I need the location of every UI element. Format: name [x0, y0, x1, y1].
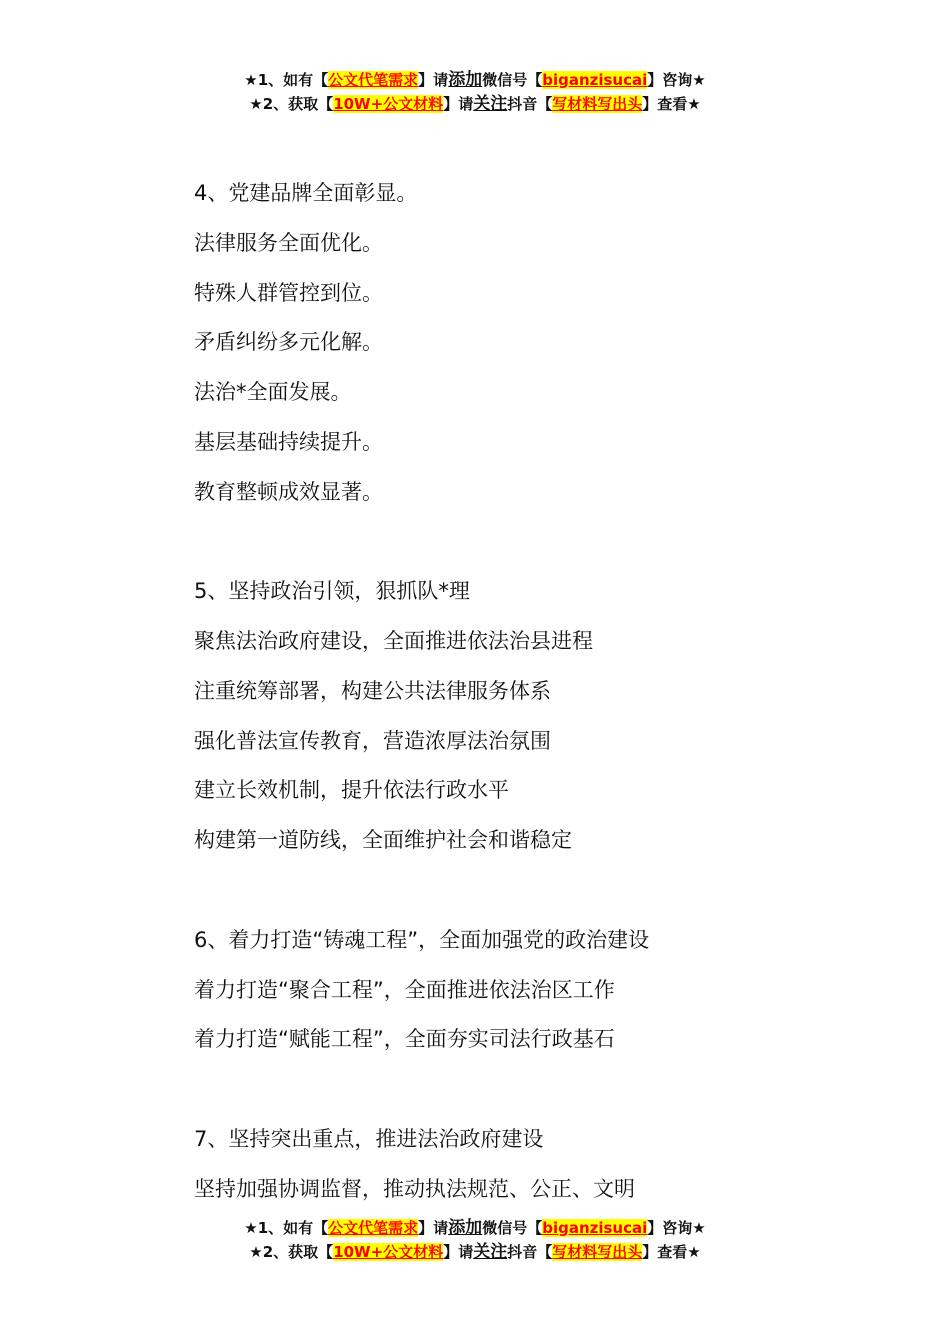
banner-text: ★2、获取【: [249, 95, 334, 113]
paragraph: 着力打造“赋能工程”，全面夯实司法行政基石: [194, 1027, 615, 1051]
banner-text: ★1、如有【: [244, 1219, 329, 1237]
banner-text: 】查看★: [642, 1243, 701, 1261]
banner-text: 】请: [418, 1219, 449, 1237]
paragraph: 着力打造“聚合工程”，全面推进依法治区工作: [194, 978, 615, 1002]
banner-text: 】咨询★: [647, 71, 706, 89]
banner-line-2: [0, 1240, 950, 1264]
emphasis-add: 添加: [448, 70, 483, 90]
banner-text: 微信号【: [482, 1219, 543, 1237]
section-heading-7: 7、坚持突出重点，推进法治政府建设: [194, 1127, 544, 1151]
banner-text: ★1、如有【: [244, 71, 329, 89]
douyin-account: 写材料写出头: [552, 1243, 643, 1261]
paragraph: 教育整顿成效显著。: [194, 480, 383, 504]
highlight-service: 公文代笔需求: [328, 1219, 419, 1237]
paragraph: 强化普法宣传教育，营造浓厚法治氛围: [194, 729, 551, 753]
highlight-materials: 10W+公文材料: [333, 1243, 444, 1261]
emphasis-add: 添加: [448, 1218, 483, 1238]
paragraph: 构建第一道防线，全面维护社会和谐稳定: [194, 828, 572, 852]
paragraph: 聚焦法治政府建设，全面推进依法治县进程: [194, 629, 593, 653]
banner-text: 】请: [443, 1243, 474, 1261]
section-heading-6: 6、着力打造“铸魂工程”，全面加强党的政治建设: [194, 928, 650, 952]
banner-text: 抖音【: [507, 95, 553, 113]
paragraph: 注重统筹部署，构建公共法律服务体系: [194, 679, 551, 703]
paragraph: 坚持加强协调监督，推动执法规范、公正、文明: [194, 1177, 635, 1201]
header-banner: [0, 68, 950, 116]
highlight-materials: 10W+公文材料: [333, 95, 444, 113]
banner-text: ★2、获取【: [249, 1243, 334, 1261]
emphasis-follow: 关注: [473, 1242, 508, 1262]
banner-text: 抖音【: [507, 1243, 553, 1261]
paragraph: 法治*全面发展。: [194, 380, 352, 404]
banner-text: 】查看★: [642, 95, 701, 113]
douyin-account: 写材料写出头: [552, 95, 643, 113]
banner-line-1: [0, 1216, 950, 1240]
banner-text: 】咨询★: [647, 1219, 706, 1237]
emphasis-follow: 关注: [473, 94, 508, 114]
wechat-id: biganzisucai: [542, 1219, 648, 1237]
section-heading-5: 5、坚持政治引领，狠抓队*理: [194, 579, 470, 603]
banner-line-2: [0, 92, 950, 116]
banner-line-1: [0, 68, 950, 92]
banner-text: 微信号【: [482, 71, 543, 89]
highlight-service: 公文代笔需求: [328, 71, 419, 89]
paragraph: 矛盾纠纷多元化解。: [194, 330, 383, 354]
paragraph: 特殊人群管控到位。: [194, 281, 383, 305]
section-heading-4: 4、党建品牌全面彰显。: [194, 181, 418, 205]
footer-banner: [0, 1216, 950, 1264]
wechat-id: biganzisucai: [542, 71, 648, 89]
banner-text: 】请: [418, 71, 449, 89]
paragraph: 基层基础持续提升。: [194, 430, 383, 454]
banner-text: 】请: [443, 95, 474, 113]
paragraph: 法律服务全面优化。: [194, 231, 383, 255]
paragraph: 建立长效机制，提升依法行政水平: [194, 778, 509, 802]
